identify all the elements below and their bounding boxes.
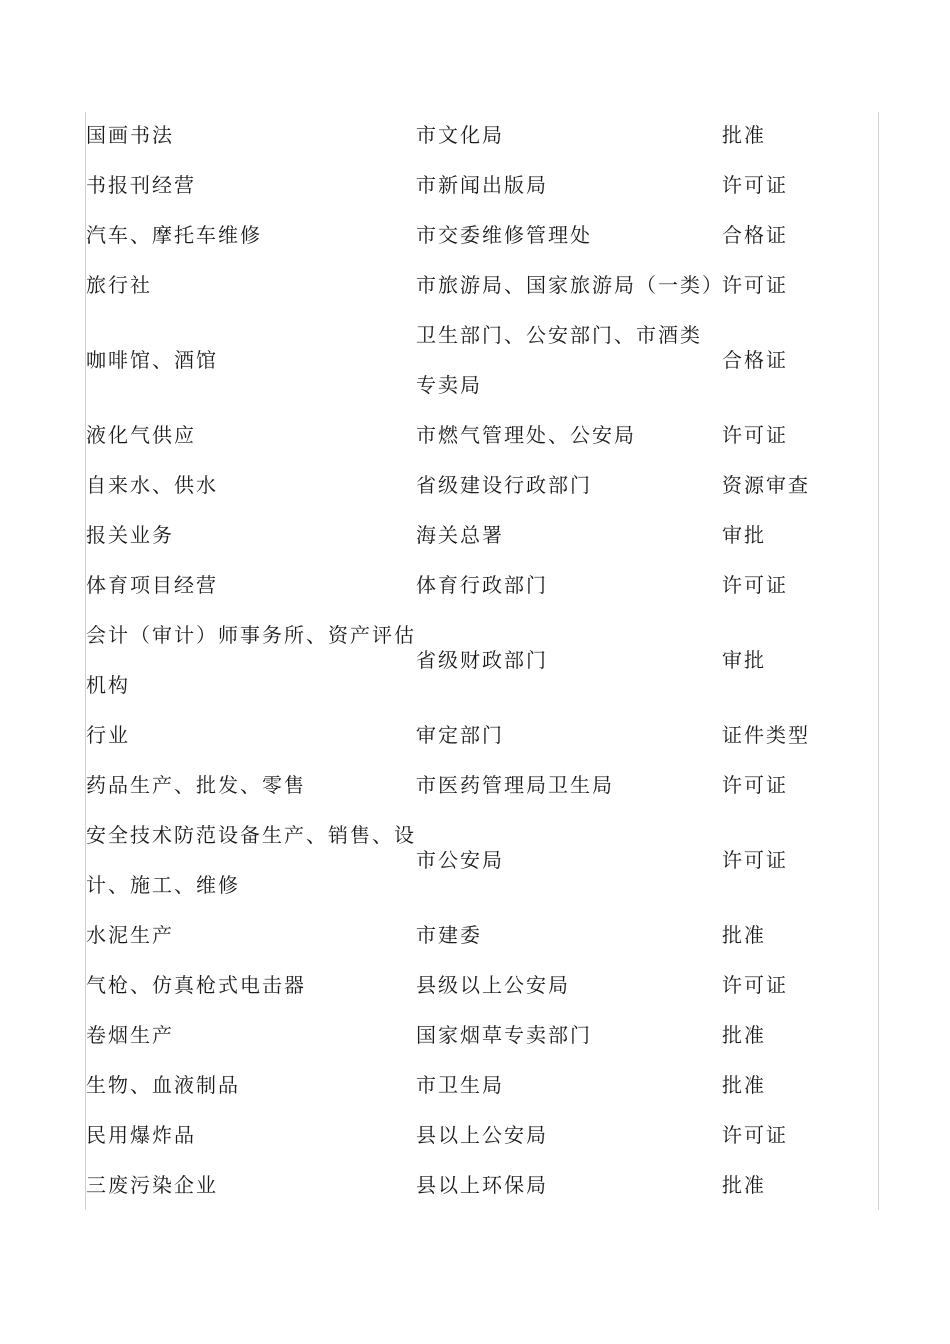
- license-type-cell: 批准: [722, 923, 766, 947]
- table-row: [86, 910, 878, 960]
- table-header-row: [86, 710, 878, 760]
- department-cell: 市燃气管理处、公安局: [416, 423, 636, 447]
- table-row: [86, 510, 878, 560]
- license-type-cell: 许可证: [722, 1123, 788, 1147]
- department-cell: 县以上环保局: [416, 1173, 548, 1197]
- industry-cell: 民用爆炸品: [86, 1123, 196, 1147]
- license-type-cell: 审批: [722, 648, 766, 672]
- department-cell: 省级财政部门: [416, 648, 548, 672]
- department-cell: 市旅游局、国家旅游局（一类）: [416, 273, 724, 297]
- license-type-cell: 许可证: [722, 423, 788, 447]
- table-row: [86, 1060, 878, 1110]
- table-row: [86, 410, 878, 460]
- department-cell: 省级建设行政部门: [416, 473, 592, 497]
- department-cell: 市文化局: [416, 123, 504, 147]
- industry-cell: 会计（审计）师事务所、资产评估机构: [86, 623, 416, 697]
- industry-cell: 国画书法: [86, 123, 174, 147]
- table-row: [86, 160, 878, 210]
- department-cell: 县级以上公安局: [416, 973, 570, 997]
- license-type-cell: 许可证: [722, 173, 788, 197]
- table-row: [86, 1010, 878, 1060]
- license-type-cell: 许可证: [722, 973, 788, 997]
- table-row: [86, 1160, 878, 1210]
- department-cell: 市医药管理局卫生局: [416, 773, 614, 797]
- industry-cell: 卷烟生产: [86, 1023, 174, 1047]
- industry-cell: 咖啡馆、酒馆: [86, 348, 218, 372]
- license-type-cell: 批准: [722, 123, 766, 147]
- license-type-cell: 合格证: [722, 223, 788, 247]
- industry-cell: 汽车、摩托车维修: [86, 223, 262, 247]
- license-type-cell: 批准: [722, 1023, 766, 1047]
- industry-cell: 液化气供应: [86, 423, 196, 447]
- industry-cell: 安全技术防范设备生产、销售、设计、施工、维修: [86, 823, 416, 897]
- header-department: 审定部门: [416, 723, 504, 747]
- table-row: [86, 560, 878, 610]
- department-cell: 县以上公安局: [416, 1123, 548, 1147]
- department-cell: 海关总署: [416, 523, 504, 547]
- table-row: [86, 460, 878, 510]
- license-type-cell: 资源审查: [722, 473, 810, 497]
- industry-cell: 三废污染企业: [86, 1173, 218, 1197]
- industry-cell: 气枪、仿真枪式电击器: [86, 973, 306, 997]
- license-type-cell: 批准: [722, 1073, 766, 1097]
- table-row: [86, 110, 878, 160]
- license-type-cell: 许可证: [722, 773, 788, 797]
- industry-cell: 生物、血液制品: [86, 1073, 240, 1097]
- department-cell: 市卫生局: [416, 1073, 504, 1097]
- industry-cell: 书报刊经营: [86, 173, 196, 197]
- license-type-cell: 许可证: [722, 848, 788, 872]
- header-industry: 行业: [86, 723, 130, 747]
- department-cell: 卫生部门、公安部门、市酒类专卖局: [416, 323, 702, 397]
- table-row: [86, 210, 878, 260]
- department-cell: 市公安局: [416, 848, 504, 872]
- table-row: [86, 760, 878, 810]
- table-right-border: [878, 112, 879, 1210]
- industry-cell: 水泥生产: [86, 923, 174, 947]
- license-type-cell: 合格证: [722, 348, 788, 372]
- license-type-cell: 批准: [722, 1173, 766, 1197]
- department-cell: 市交委维修管理处: [416, 223, 592, 247]
- industry-cell: 旅行社: [86, 273, 152, 297]
- license-type-cell: 审批: [722, 523, 766, 547]
- department-cell: 市建委: [416, 923, 482, 947]
- table-row: [86, 310, 878, 410]
- license-type-cell: 许可证: [722, 573, 788, 597]
- department-cell: 体育行政部门: [416, 573, 548, 597]
- table-row: [86, 260, 878, 310]
- department-cell: 国家烟草专卖部门: [416, 1023, 592, 1047]
- industry-cell: 药品生产、批发、零售: [86, 773, 306, 797]
- industry-cell: 自来水、供水: [86, 473, 218, 497]
- industry-cell: 体育项目经营: [86, 573, 218, 597]
- table-row: [86, 1110, 878, 1160]
- department-cell: 市新闻出版局: [416, 173, 548, 197]
- license-table: [86, 110, 878, 1210]
- table-row: [86, 960, 878, 1010]
- header-license-type: 证件类型: [722, 723, 810, 747]
- table-row: [86, 610, 878, 710]
- license-type-cell: 许可证: [722, 273, 788, 297]
- industry-cell: 报关业务: [86, 523, 174, 547]
- table-row: [86, 810, 878, 910]
